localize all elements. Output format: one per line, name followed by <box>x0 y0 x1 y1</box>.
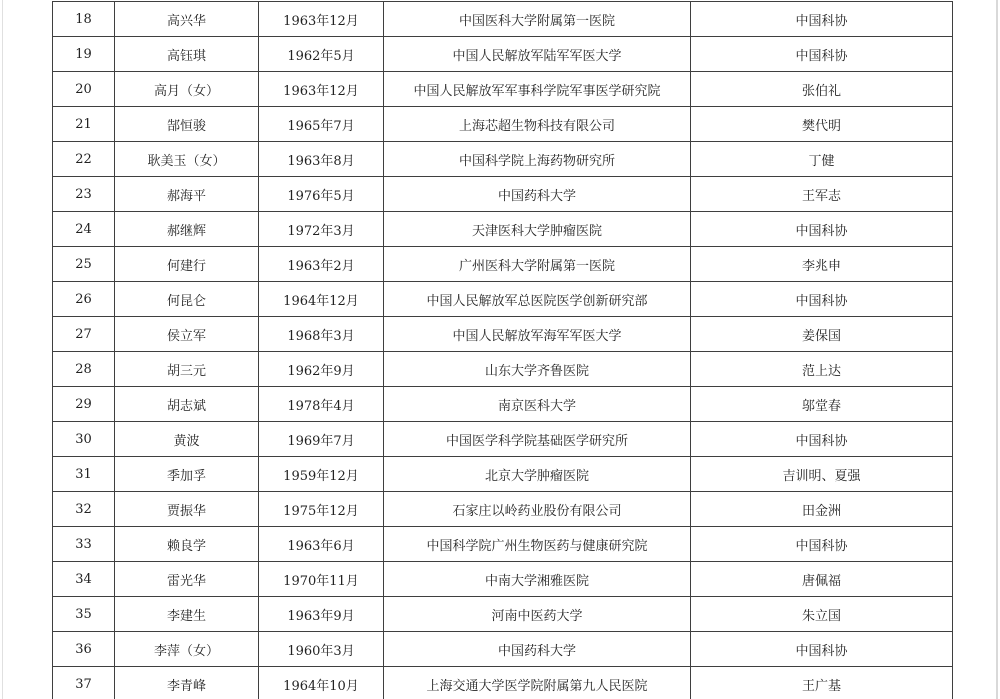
work-institution-cell: 北京大学肿瘤医院 <box>384 457 691 492</box>
recommender-cell: 张伯礼 <box>691 72 953 107</box>
birth-date-cell: 1963年9月 <box>259 597 384 632</box>
serial-number-cell: 34 <box>53 562 115 597</box>
birth-date-cell: 1963年12月 <box>259 72 384 107</box>
serial-number-cell: 21 <box>53 107 115 142</box>
table-row <box>53 212 953 247</box>
table-row <box>53 457 953 492</box>
candidate-name-cell: 李青峰 <box>115 667 259 699</box>
recommender-cell: 王军志 <box>691 177 953 212</box>
table-row <box>53 597 953 632</box>
table-row <box>53 492 953 527</box>
recommender-cell: 丁健 <box>691 142 953 177</box>
recommender-cell: 中国科协 <box>691 282 953 317</box>
work-institution-cell: 中国科学院广州生物医药与健康研究院 <box>384 527 691 562</box>
recommender-cell: 中国科协 <box>691 212 953 247</box>
serial-number-cell: 22 <box>53 142 115 177</box>
candidate-name-cell: 耿美玉（女） <box>115 142 259 177</box>
table-row <box>53 142 953 177</box>
table-row <box>53 2 953 37</box>
recommender-cell: 吉训明、夏强 <box>691 457 953 492</box>
birth-date-cell: 1965年7月 <box>259 107 384 142</box>
table-row <box>53 387 953 422</box>
birth-date-cell: 1969年7月 <box>259 422 384 457</box>
serial-number-cell: 32 <box>53 492 115 527</box>
candidate-name-cell: 高月（女） <box>115 72 259 107</box>
table-row <box>53 247 953 282</box>
serial-number-cell: 26 <box>53 282 115 317</box>
serial-number-cell: 30 <box>53 422 115 457</box>
table-row <box>53 422 953 457</box>
table-row <box>53 562 953 597</box>
work-institution-cell: 河南中医药大学 <box>384 597 691 632</box>
recommender-cell: 中国科协 <box>691 37 953 72</box>
table-body <box>53 2 953 699</box>
serial-number-cell: 37 <box>53 667 115 699</box>
recommender-cell: 姜保国 <box>691 317 953 352</box>
recommender-cell: 朱立国 <box>691 597 953 632</box>
candidate-name-cell: 胡志斌 <box>115 387 259 422</box>
birth-date-cell: 1962年5月 <box>259 37 384 72</box>
work-institution-cell: 南京医科大学 <box>384 387 691 422</box>
recommender-cell: 范上达 <box>691 352 953 387</box>
serial-number-cell: 19 <box>53 37 115 72</box>
recommender-cell: 李兆申 <box>691 247 953 282</box>
table-row <box>53 317 953 352</box>
candidate-name-cell: 侯立军 <box>115 317 259 352</box>
work-institution-cell: 上海交通大学医学院附属第九人民医院 <box>384 667 691 699</box>
birth-date-cell: 1964年10月 <box>259 667 384 699</box>
recommender-cell: 中国科协 <box>691 2 953 37</box>
candidate-name-cell: 郝海平 <box>115 177 259 212</box>
serial-number-cell: 27 <box>53 317 115 352</box>
birth-date-cell: 1963年12月 <box>259 2 384 37</box>
nominees-table <box>52 1 953 699</box>
birth-date-cell: 1963年8月 <box>259 142 384 177</box>
table-row <box>53 177 953 212</box>
work-institution-cell: 山东大学齐鲁医院 <box>384 352 691 387</box>
serial-number-cell: 29 <box>53 387 115 422</box>
work-institution-cell: 中国医科大学附属第一医院 <box>384 2 691 37</box>
work-institution-cell: 中国科学院上海药物研究所 <box>384 142 691 177</box>
recommender-cell: 田金洲 <box>691 492 953 527</box>
work-institution-cell: 上海芯超生物科技有限公司 <box>384 107 691 142</box>
serial-number-cell: 31 <box>53 457 115 492</box>
candidate-name-cell: 胡三元 <box>115 352 259 387</box>
table-row <box>53 352 953 387</box>
birth-date-cell: 1959年12月 <box>259 457 384 492</box>
work-institution-cell: 中国人民解放军总医院医学创新研究部 <box>384 282 691 317</box>
table-row <box>53 527 953 562</box>
serial-number-cell: 36 <box>53 632 115 667</box>
birth-date-cell: 1968年3月 <box>259 317 384 352</box>
serial-number-cell: 18 <box>53 2 115 37</box>
recommender-cell: 樊代明 <box>691 107 953 142</box>
work-institution-cell: 石家庄以岭药业股份有限公司 <box>384 492 691 527</box>
serial-number-cell: 33 <box>53 527 115 562</box>
table-row <box>53 667 953 699</box>
recommender-cell: 中国科协 <box>691 632 953 667</box>
work-institution-cell: 中国药科大学 <box>384 632 691 667</box>
candidate-name-cell: 郜恒骏 <box>115 107 259 142</box>
serial-number-cell: 25 <box>53 247 115 282</box>
birth-date-cell: 1978年4月 <box>259 387 384 422</box>
candidate-name-cell: 何建行 <box>115 247 259 282</box>
birth-date-cell: 1963年2月 <box>259 247 384 282</box>
recommender-cell: 中国科协 <box>691 527 953 562</box>
recommender-cell: 邬堂春 <box>691 387 953 422</box>
page-right-edge <box>996 0 998 699</box>
work-institution-cell: 广州医科大学附属第一医院 <box>384 247 691 282</box>
birth-date-cell: 1976年5月 <box>259 177 384 212</box>
birth-date-cell: 1970年11月 <box>259 562 384 597</box>
candidate-name-cell: 雷光华 <box>115 562 259 597</box>
work-institution-cell: 中国人民解放军陆军军医大学 <box>384 37 691 72</box>
work-institution-cell: 中国人民解放军海军军医大学 <box>384 317 691 352</box>
birth-date-cell: 1962年9月 <box>259 352 384 387</box>
table-row <box>53 72 953 107</box>
work-institution-cell: 中国医学科学院基础医学研究所 <box>384 422 691 457</box>
birth-date-cell: 1960年3月 <box>259 632 384 667</box>
candidate-name-cell: 高钰琪 <box>115 37 259 72</box>
page-left-edge <box>2 0 3 699</box>
table-row <box>53 107 953 142</box>
birth-date-cell: 1963年6月 <box>259 527 384 562</box>
candidate-name-cell: 赖良学 <box>115 527 259 562</box>
serial-number-cell: 20 <box>53 72 115 107</box>
table-row <box>53 282 953 317</box>
serial-number-cell: 23 <box>53 177 115 212</box>
serial-number-cell: 28 <box>53 352 115 387</box>
recommender-cell: 王广基 <box>691 667 953 699</box>
birth-date-cell: 1972年3月 <box>259 212 384 247</box>
candidate-name-cell: 李萍（女） <box>115 632 259 667</box>
birth-date-cell: 1975年12月 <box>259 492 384 527</box>
work-institution-cell: 中国药科大学 <box>384 177 691 212</box>
candidate-name-cell: 黄波 <box>115 422 259 457</box>
work-institution-cell: 中南大学湘雅医院 <box>384 562 691 597</box>
serial-number-cell: 24 <box>53 212 115 247</box>
candidate-name-cell: 高兴华 <box>115 2 259 37</box>
work-institution-cell: 中国人民解放军军事科学院军事医学研究院 <box>384 72 691 107</box>
candidate-name-cell: 李建生 <box>115 597 259 632</box>
candidate-name-cell: 季加孚 <box>115 457 259 492</box>
table-row <box>53 632 953 667</box>
candidate-name-cell: 贾振华 <box>115 492 259 527</box>
birth-date-cell: 1964年12月 <box>259 282 384 317</box>
work-institution-cell: 天津医科大学肿瘤医院 <box>384 212 691 247</box>
recommender-cell: 中国科协 <box>691 422 953 457</box>
table-row <box>53 37 953 72</box>
candidate-name-cell: 何昆仑 <box>115 282 259 317</box>
serial-number-cell: 35 <box>53 597 115 632</box>
recommender-cell: 唐佩福 <box>691 562 953 597</box>
candidate-name-cell: 郝继辉 <box>115 212 259 247</box>
